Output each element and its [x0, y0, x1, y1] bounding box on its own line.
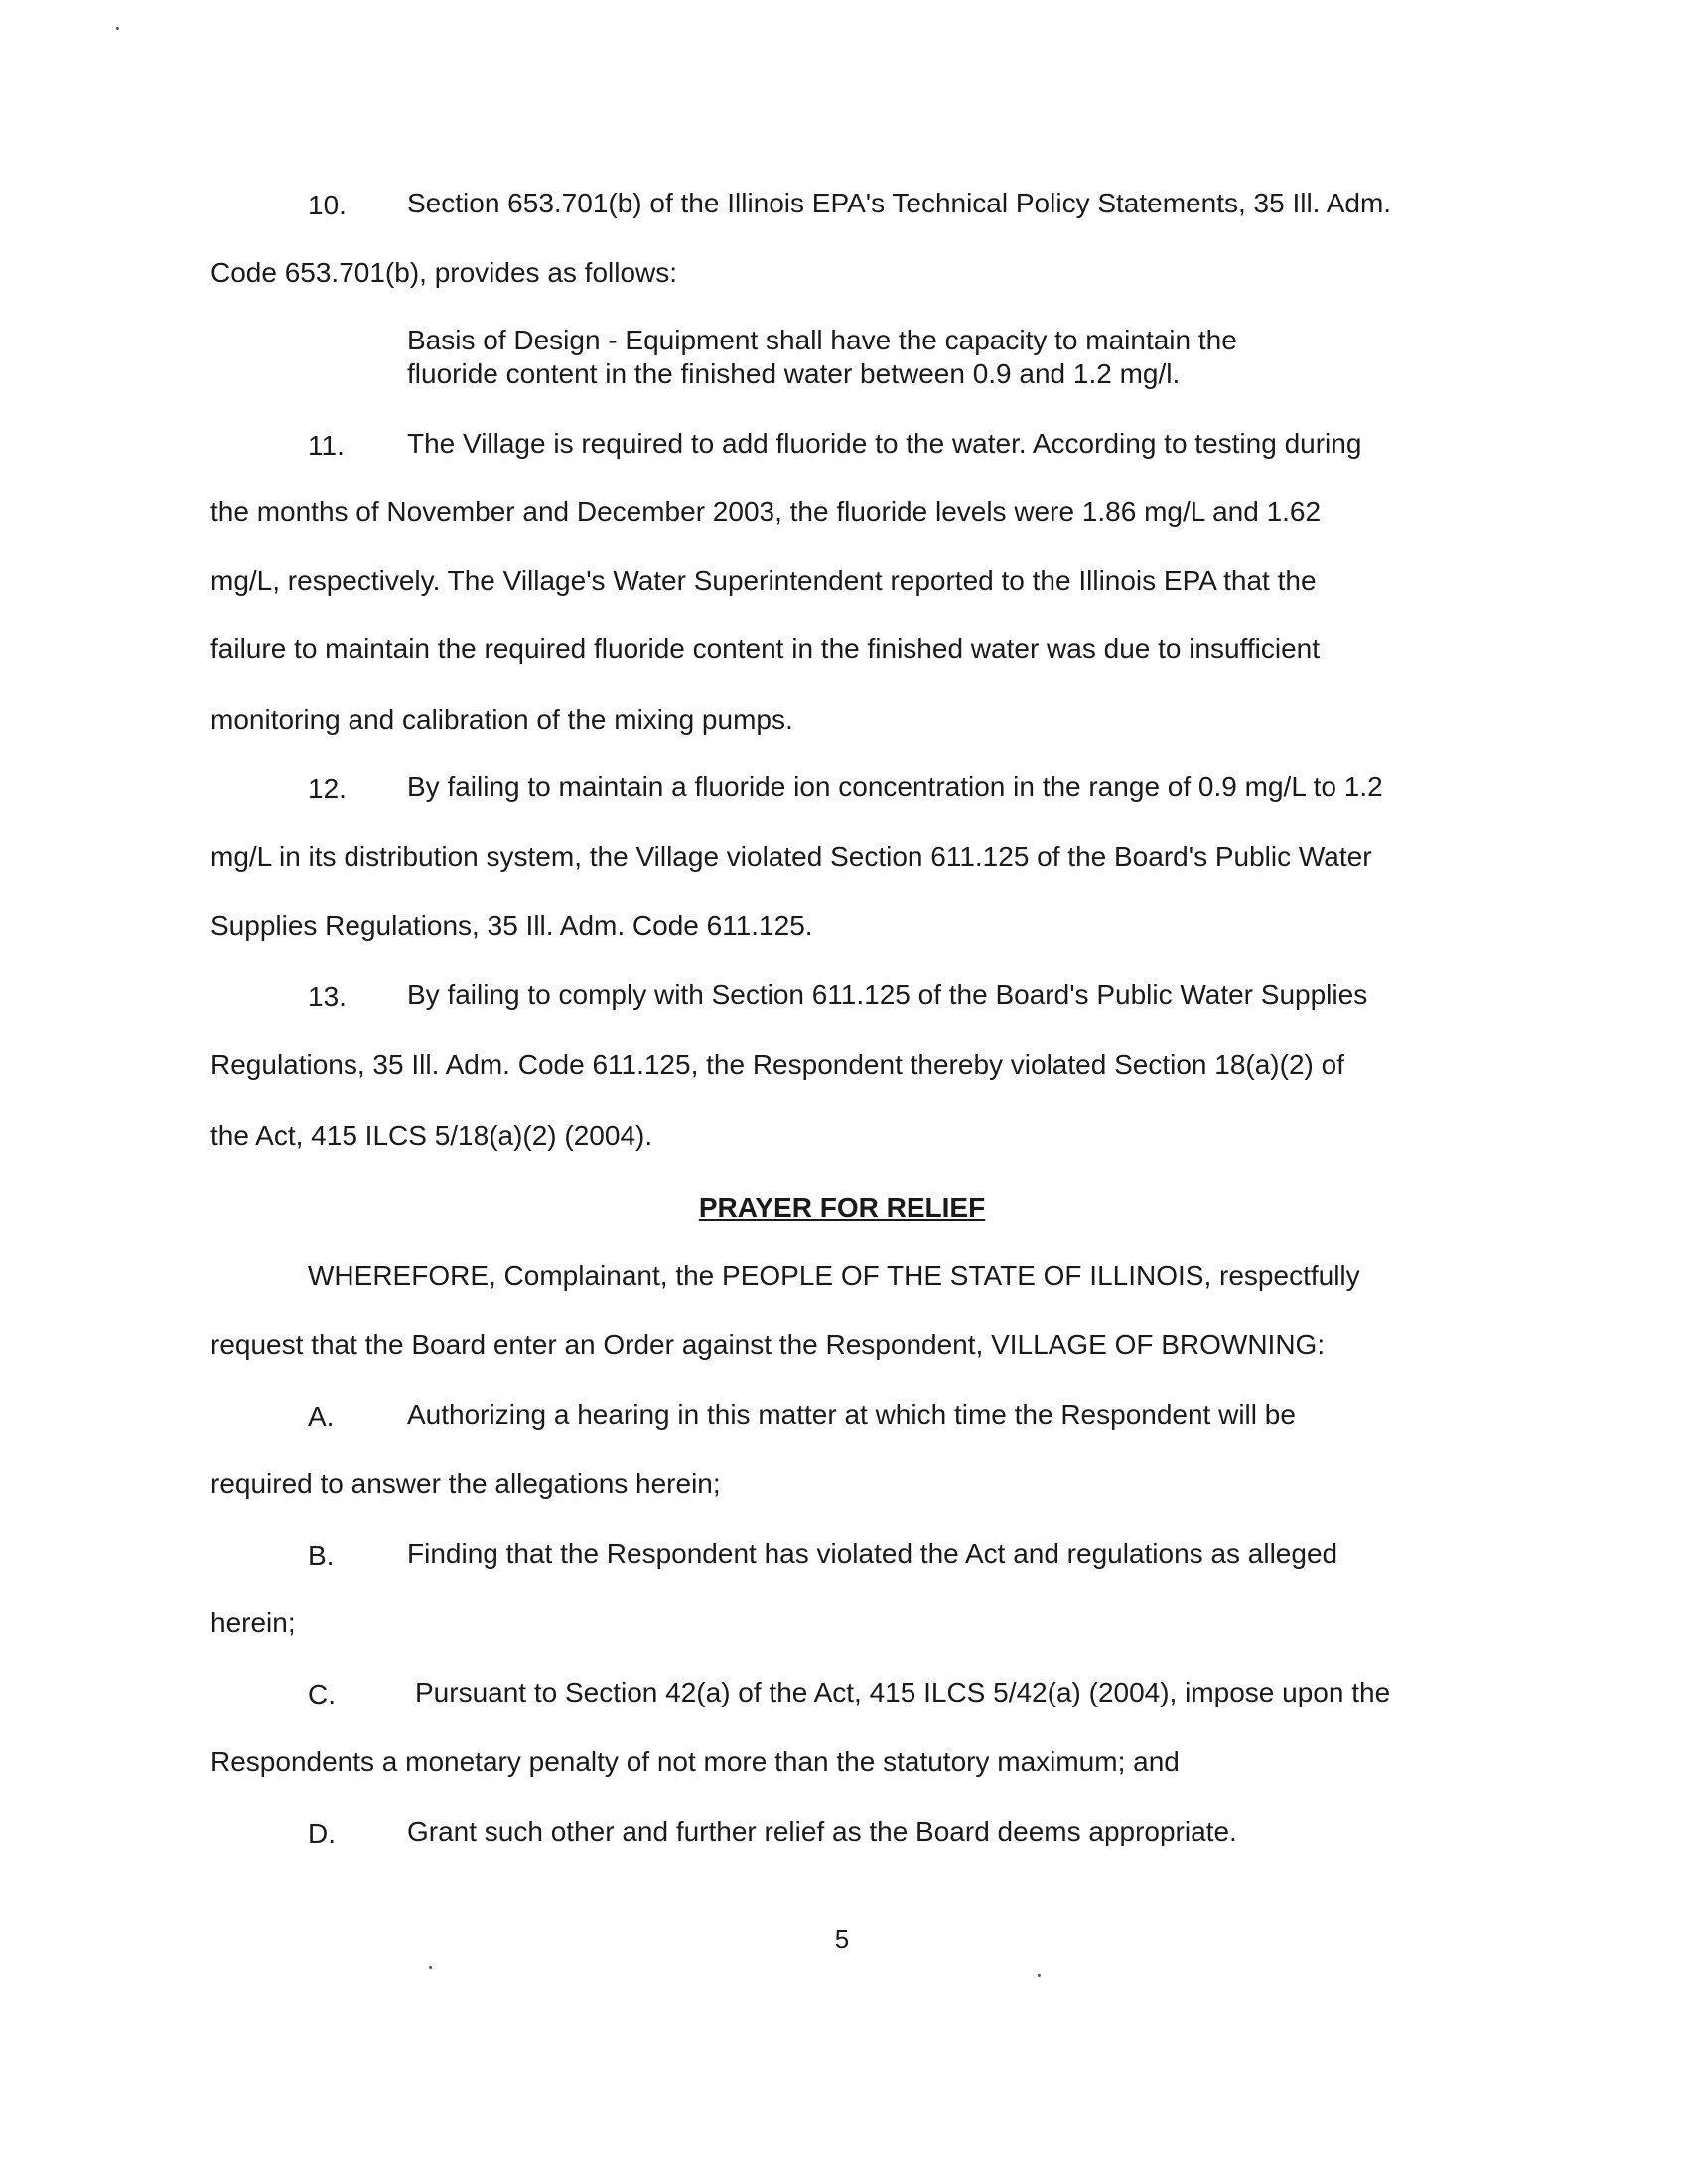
- paragraph-10-line-1: Section 653.701(b) of the Illinois EPA's Technical Policy Statements, 35 Ill. Adm.: [407, 188, 1392, 218]
- paragraph-12-line-2: mg/L in its distribution system, the Village violated Section 611.125 of the Board's Public Water: [210, 841, 1372, 872]
- paragraph-11-number: 11.: [308, 430, 345, 461]
- quote-line-2: fluoride content in the finished water between 0.9 and 1.2 mg/l.: [407, 358, 1181, 389]
- relief-item-a-line-2: required to answer the allegations herein;: [210, 1468, 721, 1499]
- relief-item-a-letter: A.: [308, 1401, 335, 1432]
- relief-item-d-line-1: Grant such other and further relief as the Board deems appropriate.: [407, 1816, 1237, 1846]
- relief-intro-line-2: request that the Board enter an Order against the Respondent, VILLAGE OF BROWNING:: [210, 1329, 1326, 1360]
- paragraph-11-line-1: The Village is required to add fluoride to the water. According to testing during: [407, 428, 1362, 459]
- scan-speck: [429, 1966, 432, 1969]
- paragraph-11-line-5: monitoring and calibration of the mixing pumps.: [210, 704, 793, 735]
- paragraph-12-number: 12.: [308, 773, 347, 804]
- relief-item-c-letter: C.: [308, 1679, 336, 1709]
- quote-line-1: Basis of Design - Equipment shall have the capacity to maintain the: [407, 325, 1237, 355]
- relief-item-a-line-1: Authorizing a hearing in this matter at which time the Respondent will be: [407, 1399, 1296, 1430]
- relief-item-b-letter: B.: [308, 1540, 335, 1570]
- relief-item-c-line-2: Respondents a monetary penalty of not more than the statutory maximum; and: [210, 1746, 1180, 1777]
- paragraph-11-line-3: mg/L, respectively. The Village's Water Superintendent reported to the Illinois EPA that the: [210, 565, 1317, 596]
- prayer-for-relief-heading: PRAYER FOR RELIEF: [698, 1192, 986, 1223]
- paragraph-13-number: 13.: [308, 981, 347, 1012]
- relief-item-b-line-2: herein;: [210, 1607, 296, 1638]
- paragraph-12-line-1: By failing to maintain a fluoride ion concentration in the range of 0.9 mg/L to 1.2: [407, 771, 1383, 802]
- paragraph-11-line-4: failure to maintain the required fluoride content in the finished water was due to insufficient: [210, 633, 1321, 664]
- paragraph-13-line-2: Regulations, 35 Ill. Adm. Code 611.125, the Respondent thereby violated Section 18(a)(2) of: [210, 1049, 1344, 1080]
- paragraph-10-number: 10.: [308, 190, 347, 220]
- relief-item-d-letter: D.: [308, 1818, 336, 1848]
- scan-speck: [116, 27, 119, 30]
- paragraph-10-line-2: Code 653.701(b), provides as follows:: [210, 257, 678, 288]
- page-number: 5: [834, 1924, 850, 1954]
- scan-speck: [1038, 1974, 1041, 1977]
- relief-intro-line-1: WHEREFORE, Complainant, the PEOPLE OF THE STATE OF ILLINOIS, respectfully: [308, 1260, 1360, 1291]
- paragraph-13-line-3: the Act, 415 ILCS 5/18(a)(2) (2004).: [210, 1120, 653, 1151]
- paragraph-11-line-2: the months of November and December 2003, the fluoride levels were 1.86 mg/L and 1.62: [210, 496, 1322, 527]
- paragraph-13-line-1: By failing to comply with Section 611.125 of the Board's Public Water Supplies: [407, 979, 1368, 1010]
- paragraph-12-line-3: Supplies Regulations, 35 Ill. Adm. Code 611.125.: [210, 910, 813, 941]
- relief-item-c-line-1: Pursuant to Section 42(a) of the Act, 415 ILCS 5/42(a) (2004), impose upon the: [415, 1677, 1391, 1707]
- relief-item-b-line-1: Finding that the Respondent has violated the Act and regulations as alleged: [407, 1538, 1338, 1569]
